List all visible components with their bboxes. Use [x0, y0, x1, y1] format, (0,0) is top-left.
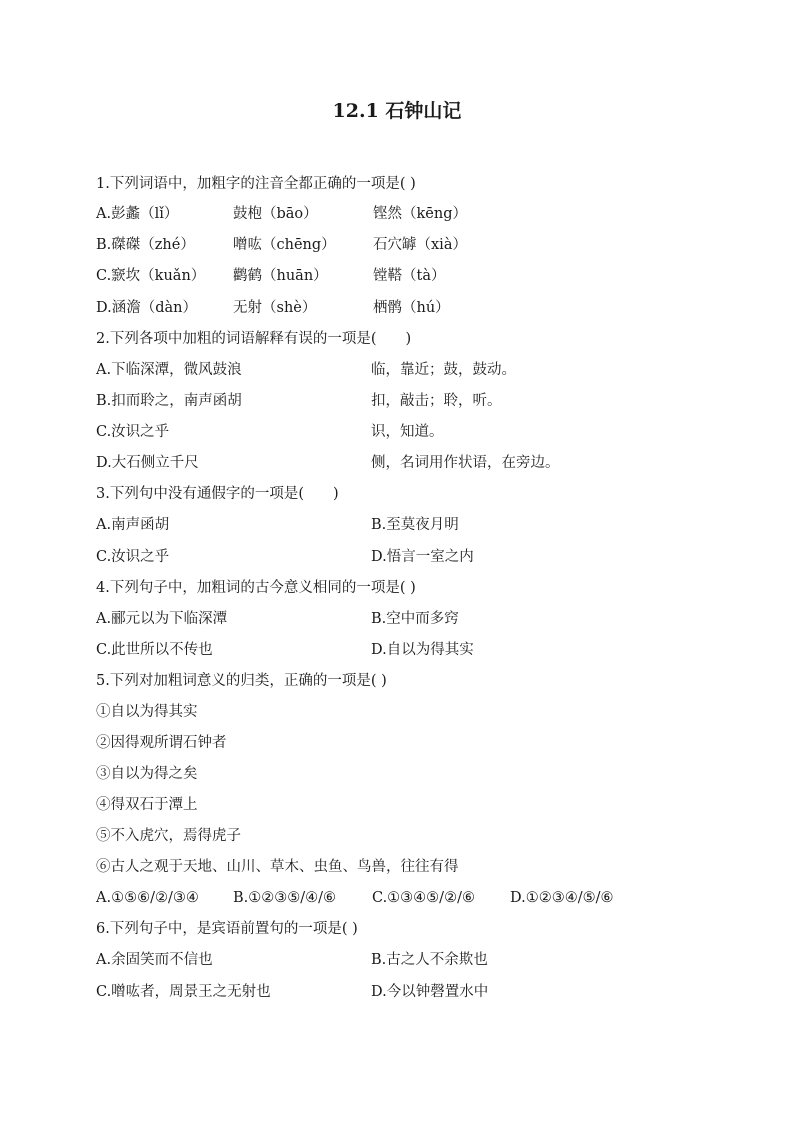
question-3-stem: 3.下列句中没有通假字的一项是( ) [96, 486, 339, 502]
q6-option-d: D.今以钟磬置水中 [371, 984, 489, 1000]
q4-option-d: D.自以为得其实 [371, 642, 474, 658]
q5-option-d: D.①②③④/⑤/⑥ [510, 890, 614, 906]
q1-option-c-1: C.窾坎（kuǎn） [96, 268, 206, 284]
q3-option-c: C.汝识之乎 [96, 549, 170, 565]
q1-option-d-3: 栖鹘（hú） [373, 300, 450, 316]
q5-option-c: C.①③④⑤/②/⑥ [372, 890, 475, 906]
q2-option-c: C.汝识之乎 [96, 424, 170, 440]
question-2-stem: 2.下列各项中加粗的词语解释有误的一项是( ) [96, 331, 412, 347]
question-6-stem: 6.下列句子中，是宾语前置句的一项是( ) [96, 921, 358, 937]
q5-item-2: ②因得观所谓石钟者 [96, 735, 227, 751]
q4-option-b: B.空中而多窍 [371, 611, 459, 627]
q1-option-a-1: A.彭蠡（lǐ） [96, 206, 179, 222]
q2-option-d-explanation: 侧，名词用作状语，在旁边。 [371, 455, 560, 471]
q2-option-d: D.大石侧立千尺 [96, 455, 199, 471]
question-1-stem: 1.下列词语中，加粗字的注音全都正确的一项是( ) [96, 176, 416, 192]
q1-option-c-3: 镗鞳（tà） [373, 268, 446, 284]
q2-option-b-explanation: 扣，敲击；聆，听。 [371, 393, 502, 409]
q2-option-a: A.下临深潭，微风鼓浪 [96, 362, 242, 378]
q2-option-c-explanation: 识，知道。 [371, 424, 444, 440]
q2-option-a-explanation: 临，靠近；鼓，鼓动。 [371, 362, 516, 378]
q1-option-d-1: D.涵澹（dàn） [96, 300, 197, 316]
q1-option-c-2: 鹳鹤（huān） [233, 268, 328, 284]
q2-option-b: B.扣而聆之，南声函胡 [96, 393, 242, 409]
q6-option-c: C.噌吰者，周景王之无射也 [96, 984, 271, 1000]
q5-item-6: ⑥古人之观于天地、山川、草木、虫鱼、鸟兽，往往有得 [96, 859, 459, 875]
q4-option-c: C.此世所以不传也 [96, 642, 213, 658]
q1-option-b-1: B.磔磔（zhé） [96, 237, 195, 253]
q1-option-a-2: 鼓枹（bāo） [233, 206, 318, 222]
q6-option-a: A.余固笑而不信也 [96, 952, 213, 968]
q1-option-a-3: 铿然（kēng） [373, 206, 467, 222]
q5-option-a: A.①⑤⑥/②/③④ [96, 890, 199, 906]
q5-item-4: ④得双石于潭上 [96, 797, 198, 813]
page-title: 12.1 石钟山记 [332, 100, 462, 122]
q5-item-1: ①自以为得其实 [96, 704, 198, 720]
question-5-stem: 5.下列对加粗词意义的归类，正确的一项是( ) [96, 673, 387, 689]
q3-option-a: A.南声函胡 [96, 517, 170, 533]
q1-option-b-2: 噌吰（chēng） [233, 237, 336, 253]
question-4-stem: 4.下列句子中，加粗词的古今意义相同的一项是( ) [96, 580, 416, 596]
q3-option-d: D.悟言一室之内 [371, 549, 474, 565]
q5-option-b: B.①②③⑤/④/⑥ [233, 890, 337, 906]
q1-option-d-2: 无射（shè） [233, 300, 317, 316]
q5-item-3: ③自以为得之矣 [96, 766, 198, 782]
q5-item-5: ⑤不入虎穴，焉得虎子 [96, 828, 241, 844]
q3-option-b: B.至莫夜月明 [371, 517, 459, 533]
q4-option-a: A.郦元以为下临深潭 [96, 611, 228, 627]
q6-option-b: B.古之人不余欺也 [371, 952, 488, 968]
q1-option-b-3: 石穴罅（xià） [373, 237, 467, 253]
